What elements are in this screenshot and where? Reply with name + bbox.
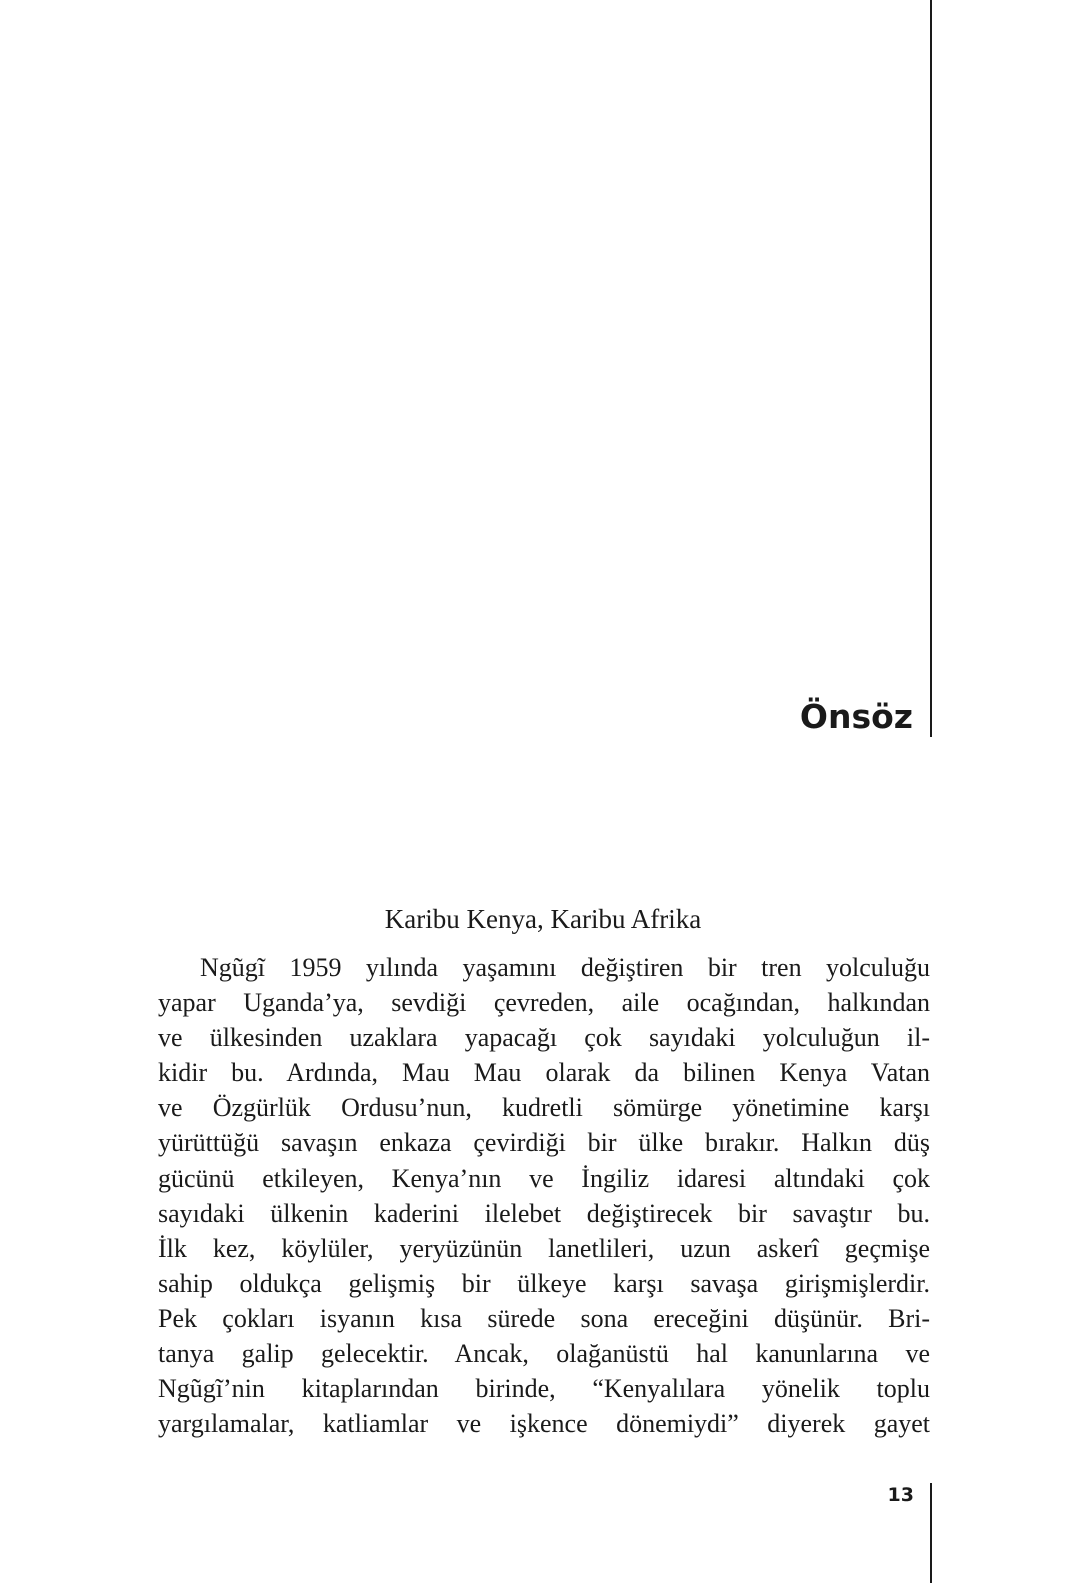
body-line: ve Özgürlük Ordusu’nun, kudretli sömürge yönetimine karşı (158, 1093, 930, 1123)
body-line: kidir bu. Ardında, Mau Mau olarak da bilinen Kenya Vatan (158, 1058, 930, 1088)
body-line: gücünü etkileyen, Kenya’nın ve İngiliz idaresi altındaki çok (158, 1163, 930, 1193)
body-line: Ngũgĩ’nin kitaplarından birinde, “Kenyalılara yönelik toplu (158, 1374, 930, 1404)
body-line: Pek çokları isyanın kısa sürede sona ereceğini düşünür. Bri- (158, 1303, 930, 1333)
body-line: sahip oldukça gelişmiş bir ülkeye karşı savaşa girişmişlerdir. (158, 1268, 930, 1298)
margin-rule-top (930, 0, 932, 737)
body-line: sayıdaki ülkenin kaderini ilelebet değiştirecek bir savaştır bu. (158, 1198, 930, 1228)
body-line: İlk kez, köylüler, yeryüzünün lanetlileri, uzun askerî geçmişe (158, 1233, 930, 1263)
body-line: yargılamalar, katliamlar ve işkence dönemiydi” diyerek gayet (158, 1409, 930, 1439)
section-heading: Karibu Kenya, Karibu Afrika (384, 904, 702, 934)
chapter-title: Önsöz (799, 697, 913, 736)
body-line: ve ülkesinden uzaklara yapacağı çok sayıdaki yolculuğun il- (158, 1023, 930, 1053)
body-line: tanya galip gelecektir. Ancak, olağanüstü hal kanunlarına ve (158, 1339, 930, 1369)
page-number: 13 (887, 1484, 914, 1506)
body-line: yürüttüğü savaşın enkaza çevirdiği bir ülke bırakır. Halkın düş (158, 1128, 930, 1158)
body-line: yapar Uganda’ya, sevdiği çevreden, aile ocağından, halkından (158, 988, 930, 1018)
body-line: Ngũgĩ 1959 yılında yaşamını değiştiren bir tren yolculuğu (200, 953, 930, 982)
margin-rule-bottom (930, 1483, 932, 1583)
body-paragraph (158, 950, 930, 1441)
